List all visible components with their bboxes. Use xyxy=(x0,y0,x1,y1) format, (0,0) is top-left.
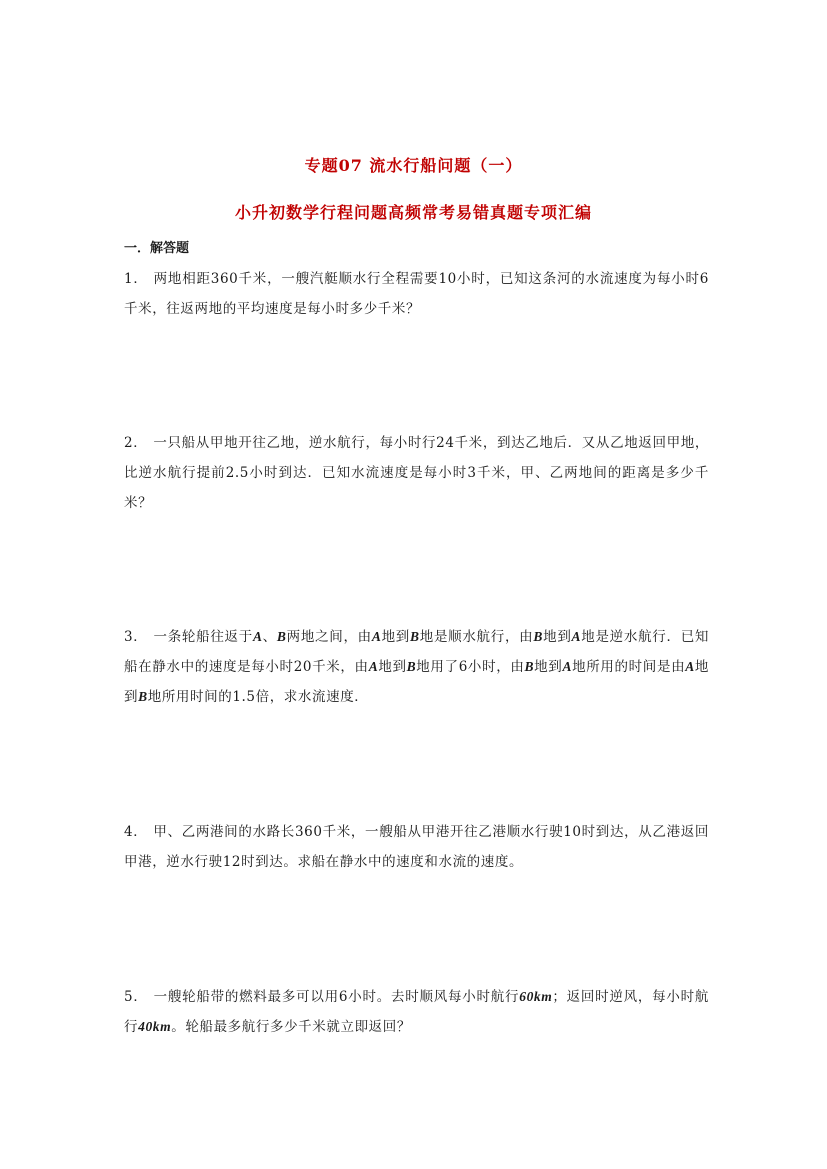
question-text: 两地相距360千米，一艘汽艇顺水行全程需要10小时，已知这条河的水流速度为每小时6千米，往返两地的平均速度是每小时多少千米？ xyxy=(124,271,709,317)
question-text: 一只船从甲地开往乙地，逆水航行，每小时行24千米，到达乙地后．又从乙地返回甲地，比逆水航行提前2.5小时到达．已知水流速度是每小时3千米，甲、乙两地间的距离是多少千米？ xyxy=(124,435,709,511)
place-a: A xyxy=(368,659,379,674)
question-number: 2． xyxy=(124,435,148,451)
question-text: 甲、乙两港间的水路长360千米，一艘船从甲港开往乙港顺水行驶10时到达，从乙港返回甲港，逆水行驶12时到达。求船在静水中的速度和水流的速度。 xyxy=(124,824,709,870)
place-b: B xyxy=(276,629,287,644)
question-number: 3． xyxy=(124,629,148,645)
question-5 xyxy=(124,982,709,1042)
place-a: A xyxy=(252,629,263,644)
place-b: B xyxy=(410,629,420,644)
place-a: A xyxy=(571,629,582,644)
place-b: B xyxy=(533,629,543,644)
question-text: 地到 xyxy=(124,659,709,705)
place-b: B xyxy=(406,659,417,674)
question-4 xyxy=(124,817,709,877)
question-text: 地是逆水航行．已知船在静水中的速度是每小时20千米，由 xyxy=(124,629,710,675)
question-text: 。轮船最多航行多少千米就立即返回？ xyxy=(171,1019,411,1035)
place-a: A xyxy=(685,659,695,674)
question-text: 地用了6小时，由 xyxy=(416,659,525,675)
question-text: 一艘轮船带的燃料最多可以用6小时。去时顺风每小时航行 xyxy=(153,989,520,1005)
question-text: 地所用时间的1.5倍，求水流速度． xyxy=(147,689,369,705)
document-title: 专题07 流水行船问题（一） xyxy=(304,156,523,175)
speed-value: 40km xyxy=(138,1019,172,1034)
question-text: 两地之间，由 xyxy=(286,629,372,645)
question-text: 地到 xyxy=(378,659,407,675)
question-text: 地到 xyxy=(534,659,563,675)
question-text: 地是顺水航行，由 xyxy=(419,629,534,645)
question-text: 、 xyxy=(262,629,277,645)
question-number: 5． xyxy=(124,989,148,1005)
question-text: 地到 xyxy=(543,629,572,645)
question-text: 一条轮船往返于 xyxy=(153,629,253,645)
place-a: A xyxy=(562,659,573,674)
question-1 xyxy=(124,264,709,324)
question-text: 地到 xyxy=(381,629,411,645)
speed-value: 60km xyxy=(519,989,553,1004)
question-3 xyxy=(124,622,709,712)
question-number: 4． xyxy=(124,824,148,840)
place-b: B xyxy=(138,689,148,704)
place-a: A xyxy=(371,629,382,644)
document-subtitle: 小升初数学行程问题高频常考易错真题专项汇编 xyxy=(234,203,592,222)
question-number: 1． xyxy=(124,271,148,287)
question-2 xyxy=(124,428,709,518)
question-text: ；返回时逆风，每小时航行 xyxy=(124,989,709,1035)
place-b: B xyxy=(524,659,535,674)
question-text: 地所用的时间是由 xyxy=(572,659,686,675)
section-heading: 一．解答题 xyxy=(124,241,190,256)
